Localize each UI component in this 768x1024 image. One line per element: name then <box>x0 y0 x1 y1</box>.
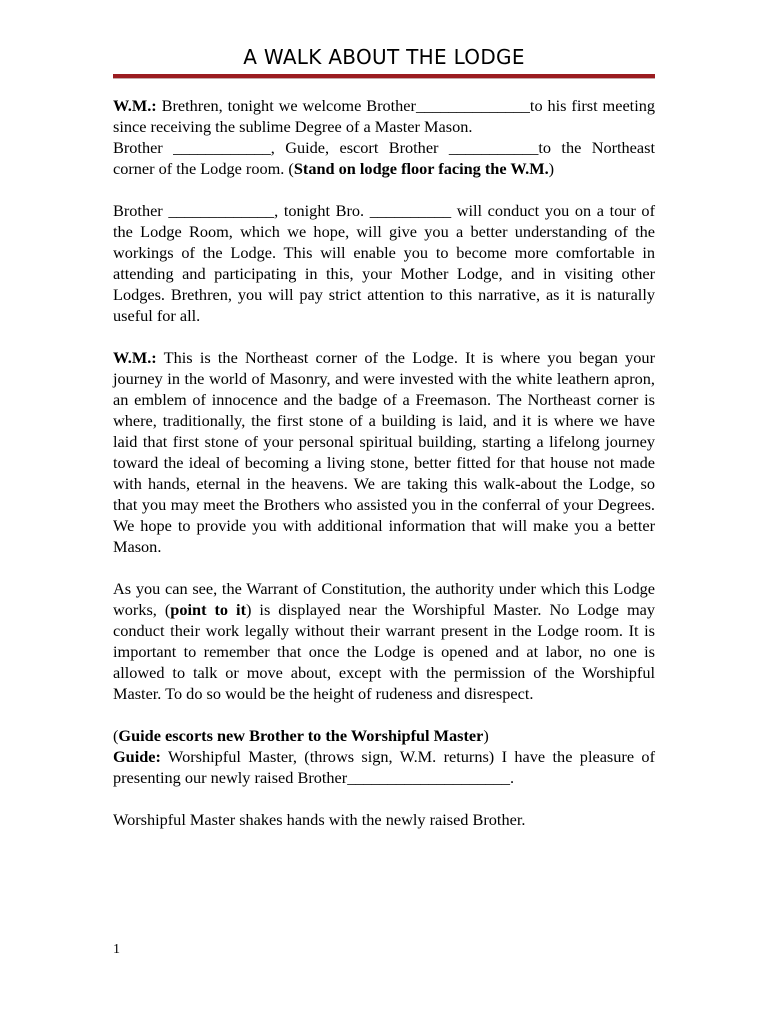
speaker-label: W.M.: <box>113 96 157 115</box>
title-rule <box>113 74 655 78</box>
page-title: A WALK ABOUT THE LODGE <box>243 45 525 69</box>
paragraph-text: Worshipful Master, (throws sign, W.M. returns) I have the pleasure of presenting our newly raised Brother____________________. <box>113 747 655 787</box>
paragraph-text: Brother ____________, Guide, escort Brother ___________to the Northeast corner of the Lodge room. ( <box>113 138 655 178</box>
paragraph-handshake: Worshipful Master shakes hands with the newly raised Brother. <box>113 810 526 829</box>
paragraph-warrant: As you can see, the Warrant of Constitution, the authority under which this Lodge works, (point to it) is displayed near the Worshipful Master. No Lodge may conduct their work legally without their warrant present in the Lodge room. It is important to remember that once the Lodge is opened and at labor, no one is allowed to talk or move about, except with the permission of the Worshipful Master. To do so would be the height of rudeness and disrespect. <box>113 579 656 703</box>
paragraph-wm-welcome: W.M.: Brethren, tonight we welcome Brother______________to his first meeting since receiving the sublime Degree of a Master Mason. Brother ____________, Guide, escort Brother ___________to the Northeast corner of the Lodge room. (Stand on lodge floor facing the W.M.) <box>113 96 655 178</box>
stage-direction: point to it <box>170 600 246 619</box>
document-body <box>113 95 655 830</box>
speaker-label: W.M.: <box>113 348 157 367</box>
paragraph-text: Brethren, tonight we welcome Brother______________to his first meeting since receiving the sublime Degree of a Master Mason. <box>113 96 655 136</box>
paragraph-tour-intro: Brother _____________, tonight Bro. __________ will conduct you on a tour of the Lodge Room, which we hope, will give you a better understanding of the workings of the Lodge. This will enable you to become more comfortable in attending and participating in this, your Mother Lodge, and in visiting other Lodges. Brethren, you will pay strict attention to this narrative, as it is naturally useful for all. <box>113 201 655 325</box>
page-number: 1 <box>113 942 120 957</box>
speaker-label: Guide: <box>113 747 161 766</box>
stage-direction: Stand on lodge floor facing the W.M. <box>293 159 549 178</box>
paragraph-guide-presentation: (Guide escorts new Brother to the Worshipful Master) Guide: Worshipful Master, (throws sign, W.M. returns) I have the pleasure of presenting our newly raised Brother____________________. <box>113 726 655 787</box>
paragraph-text: This is the Northeast corner of the Lodge. It is where you began your journey in the world of Masonry, and were invested with the white leathern apron, an emblem of innocence and the badge of a Freemason. The Northeast corner is where, traditionally, the first stone of a building is laid, and it is where we have laid that first stone of your personal spiritual building, starting a lifelong journey toward the ideal of becoming a living stone, better fitted for that house not made with hands, eternal in the heavens. We are taking this walk-about the Lodge, so that you may meet the Brothers who assisted you in the conferral of your Degrees. We hope to provide you with additional information that will make you a better Mason. <box>113 348 655 556</box>
paragraph-northeast-corner <box>113 347 655 557</box>
stage-direction: Guide escorts new Brother to the Worshipful Master <box>118 726 484 745</box>
